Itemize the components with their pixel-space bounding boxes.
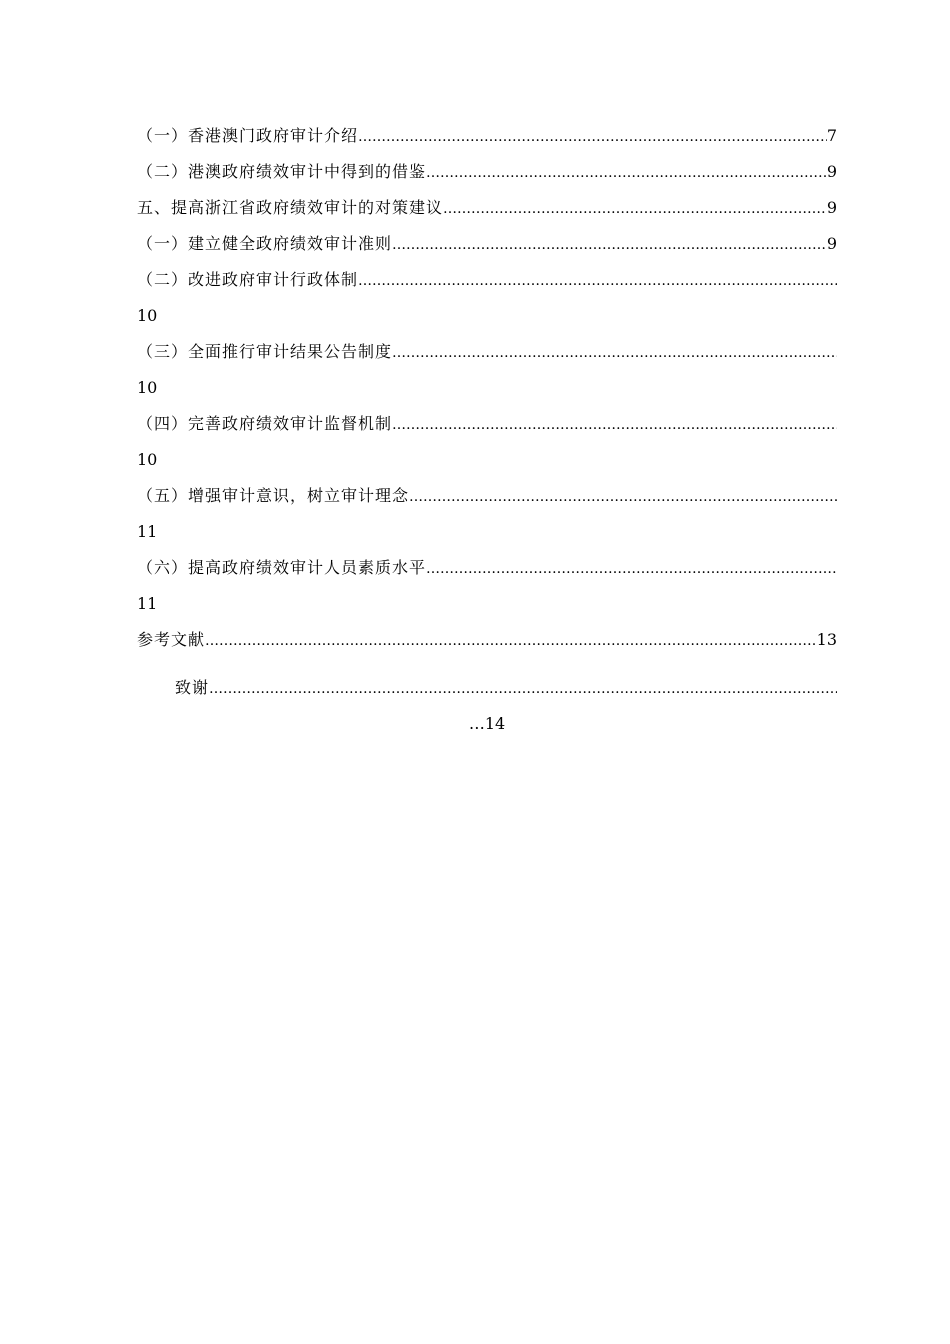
toc-entry	[137, 154, 837, 190]
toc-entry-label: （六）提高政府绩效审计人员素质水平	[137, 558, 427, 577]
toc-entry	[137, 478, 837, 514]
toc-entry-label: （一）建立健全政府绩效审计准则	[137, 234, 393, 253]
toc-leader-dots	[358, 119, 827, 154]
toc-entry	[137, 670, 837, 706]
toc-leader-dots	[205, 623, 817, 658]
toc-entry	[137, 118, 837, 154]
toc-leader-dots	[392, 227, 827, 262]
toc-entry	[137, 622, 837, 658]
toc-entry-label: （五）增强审计意识，树立审计理念	[137, 486, 410, 505]
toc-entry	[137, 550, 837, 586]
toc-entry-label: （三）全面推行审计结果公告制度	[137, 342, 393, 361]
toc-entry-page: 9	[826, 234, 837, 253]
toc-entry-page: 11	[137, 594, 158, 613]
toc-entry	[137, 406, 837, 442]
toc-entry-label: 致谢	[175, 678, 210, 697]
toc-entry-page: …14	[468, 714, 506, 733]
toc-entry-label: （二）港澳政府绩效审计中得到的借鉴	[137, 162, 427, 181]
toc-entry-page: 9	[826, 198, 837, 217]
toc-leader-dots	[358, 263, 837, 298]
toc-leader-dots	[392, 335, 837, 370]
toc-entry-label: 参考文献	[137, 630, 206, 649]
toc-entry-page: 7	[826, 126, 837, 145]
toc-entry-label: 五、提高浙江省政府绩效审计的对策建议	[137, 198, 444, 217]
toc-entry-page: 13	[816, 630, 837, 649]
toc-entry-label: （二）改进政府审计行政体制	[137, 270, 359, 289]
toc-entry	[137, 226, 837, 262]
toc-entry-page: 10	[137, 450, 158, 469]
toc-leader-dots	[209, 671, 837, 706]
toc-entry-label: （一）香港澳门政府审计介绍	[137, 126, 359, 145]
toc-entry	[137, 334, 837, 370]
table-of-contents	[137, 118, 837, 742]
toc-entry-page: 10	[137, 378, 158, 397]
toc-leader-dots	[443, 191, 827, 226]
toc-entry-page: 10	[137, 306, 158, 325]
toc-leader-dots	[392, 407, 837, 442]
toc-entry-label: （四）完善政府绩效审计监督机制	[137, 414, 393, 433]
toc-entry	[137, 190, 837, 226]
toc-entry	[137, 262, 837, 298]
toc-entry-page: 9	[826, 162, 837, 181]
toc-entry-page: 11	[137, 522, 158, 541]
toc-leader-dots	[426, 155, 827, 190]
toc-leader-dots	[409, 479, 837, 514]
toc-leader-dots	[426, 551, 837, 586]
